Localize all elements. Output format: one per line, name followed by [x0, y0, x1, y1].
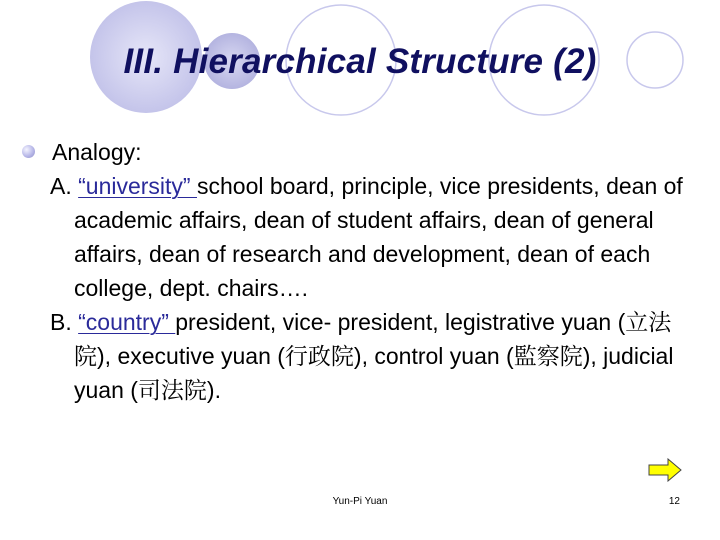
footer-author: Yun-Pi Yuan: [332, 496, 388, 507]
list-item-b: [6, 305, 690, 407]
bullet-dot-icon: [22, 145, 35, 158]
bullet-label: Analogy:: [52, 139, 142, 165]
item-b-quoted: “country”: [78, 309, 176, 335]
item-a-text: school board, principle, vice presidents, dean of academic affairs, dean of student affairs, dean of general affairs, dean of research and development, dean of each college, dept. chairs….: [74, 173, 683, 301]
item-b-text: president, vice- president, legistrative yuan (立法院), executive yuan (行政院), control yuan (監察院), judicial yuan (司法院).: [74, 309, 674, 403]
bullet-analogy: [22, 135, 690, 169]
next-arrow-icon: [648, 458, 682, 482]
item-a-marker: A.: [50, 173, 79, 199]
next-slide-button[interactable]: [648, 458, 682, 482]
item-a-quoted: “university”: [78, 173, 197, 199]
item-b-marker: B.: [50, 309, 79, 335]
page-number: 12: [668, 496, 680, 507]
slide-title: III. Hierarchical Structure (2): [123, 42, 597, 81]
list-item-a: [6, 169, 690, 305]
slide-body: [50, 135, 690, 407]
